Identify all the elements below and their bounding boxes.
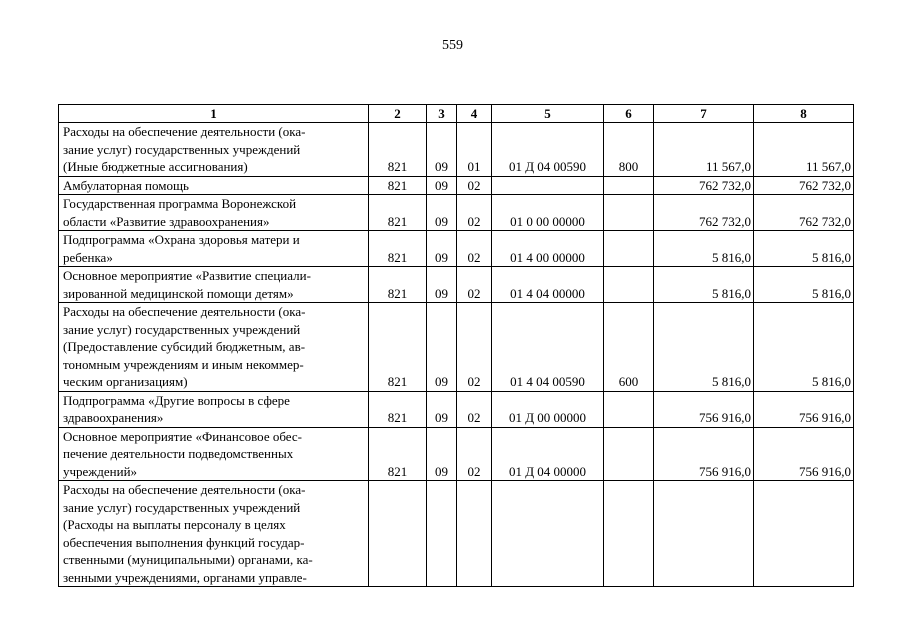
table-row bbox=[59, 303, 854, 392]
row-subsection-cell: 02 bbox=[457, 195, 492, 231]
row-admin-code-cell: 821 bbox=[369, 391, 427, 427]
row-section-cell: 09 bbox=[427, 231, 457, 267]
column-header-4: 4 bbox=[457, 105, 492, 123]
row-admin-code-cell: 821 bbox=[369, 231, 427, 267]
row-subsection-cell bbox=[457, 481, 492, 587]
row-name-cell: Расходы на обеспечение деятельности (ока- зание услуг) государственных учреждений (Предоставление субсидий бюджетным, ав- тономным учреждениям и иным некоммер- ческим организациям) bbox=[59, 303, 369, 392]
row-amount-8-cell: 756 916,0 bbox=[754, 391, 854, 427]
row-name-cell: Государственная программа Воронежской области «Развитие здравоохранения» bbox=[59, 195, 369, 231]
row-amount-8-cell: 762 732,0 bbox=[754, 176, 854, 195]
row-admin-code-cell: 821 bbox=[369, 267, 427, 303]
row-name-cell: Подпрограмма «Охрана здоровья матери и ребенка» bbox=[59, 231, 369, 267]
row-section-cell: 09 bbox=[427, 391, 457, 427]
row-subsection-cell: 02 bbox=[457, 427, 492, 481]
row-amount-8-cell: 5 816,0 bbox=[754, 267, 854, 303]
row-section-cell: 09 bbox=[427, 303, 457, 392]
row-name-cell: Основное мероприятие «Развитие специали- зированной медицинской помощи детям» bbox=[59, 267, 369, 303]
row-target-article-cell: 01 4 04 00000 bbox=[492, 267, 604, 303]
row-name-cell: Расходы на обеспечение деятельности (ока- зание услуг) государственных учреждений (Иные бюджетные ассигнования) bbox=[59, 123, 369, 177]
row-amount-7-cell: 5 816,0 bbox=[654, 267, 754, 303]
row-amount-8-cell: 756 916,0 bbox=[754, 427, 854, 481]
column-header-1: 1 bbox=[59, 105, 369, 123]
table-row bbox=[59, 391, 854, 427]
row-expense-type-cell bbox=[604, 391, 654, 427]
row-expense-type-cell bbox=[604, 195, 654, 231]
column-header-7: 7 bbox=[654, 105, 754, 123]
row-amount-7-cell: 5 816,0 bbox=[654, 231, 754, 267]
row-expense-type-cell bbox=[604, 176, 654, 195]
row-section-cell: 09 bbox=[427, 176, 457, 195]
budget-table bbox=[58, 104, 854, 587]
row-section-cell bbox=[427, 481, 457, 587]
row-target-article-cell: 01 Д 00 00000 bbox=[492, 391, 604, 427]
row-amount-7-cell: 756 916,0 bbox=[654, 391, 754, 427]
row-expense-type-cell bbox=[604, 231, 654, 267]
row-amount-8-cell: 762 732,0 bbox=[754, 195, 854, 231]
table-row bbox=[59, 231, 854, 267]
column-header-6: 6 bbox=[604, 105, 654, 123]
row-target-article-cell bbox=[492, 481, 604, 587]
row-section-cell: 09 bbox=[427, 123, 457, 177]
row-admin-code-cell: 821 bbox=[369, 427, 427, 481]
row-amount-7-cell: 11 567,0 bbox=[654, 123, 754, 177]
row-amount-7-cell: 762 732,0 bbox=[654, 195, 754, 231]
row-admin-code-cell: 821 bbox=[369, 176, 427, 195]
row-amount-8-cell: 5 816,0 bbox=[754, 303, 854, 392]
column-header-8: 8 bbox=[754, 105, 854, 123]
row-name-cell: Подпрограмма «Другие вопросы в сфере здравоохранения» bbox=[59, 391, 369, 427]
row-amount-7-cell bbox=[654, 481, 754, 587]
row-section-cell: 09 bbox=[427, 195, 457, 231]
row-amount-7-cell: 756 916,0 bbox=[654, 427, 754, 481]
row-subsection-cell: 02 bbox=[457, 267, 492, 303]
row-expense-type-cell: 600 bbox=[604, 303, 654, 392]
row-amount-8-cell bbox=[754, 481, 854, 587]
column-header-2: 2 bbox=[369, 105, 427, 123]
row-subsection-cell: 02 bbox=[457, 303, 492, 392]
row-subsection-cell: 01 bbox=[457, 123, 492, 177]
row-section-cell: 09 bbox=[427, 427, 457, 481]
row-admin-code-cell: 821 bbox=[369, 303, 427, 392]
row-admin-code-cell: 821 bbox=[369, 195, 427, 231]
table-row bbox=[59, 427, 854, 481]
column-header-5: 5 bbox=[492, 105, 604, 123]
row-target-article-cell: 01 0 00 00000 bbox=[492, 195, 604, 231]
row-expense-type-cell bbox=[604, 267, 654, 303]
row-name-cell: Основное мероприятие «Финансовое обес- печение деятельности подведомственных учреждений» bbox=[59, 427, 369, 481]
row-subsection-cell: 02 bbox=[457, 176, 492, 195]
row-admin-code-cell: 821 bbox=[369, 123, 427, 177]
row-amount-7-cell: 762 732,0 bbox=[654, 176, 754, 195]
table-header-row bbox=[59, 105, 854, 123]
column-header-3: 3 bbox=[427, 105, 457, 123]
row-subsection-cell: 02 bbox=[457, 231, 492, 267]
table-body bbox=[59, 123, 854, 587]
row-admin-code-cell bbox=[369, 481, 427, 587]
row-expense-type-cell bbox=[604, 427, 654, 481]
row-amount-8-cell: 5 816,0 bbox=[754, 231, 854, 267]
row-amount-7-cell: 5 816,0 bbox=[654, 303, 754, 392]
row-expense-type-cell bbox=[604, 481, 654, 587]
row-expense-type-cell: 800 bbox=[604, 123, 654, 177]
table-row bbox=[59, 123, 854, 177]
row-section-cell: 09 bbox=[427, 267, 457, 303]
row-subsection-cell: 02 bbox=[457, 391, 492, 427]
table-row bbox=[59, 481, 854, 587]
row-name-cell: Амбулаторная помощь bbox=[59, 176, 369, 195]
row-target-article-cell: 01 Д 04 00590 bbox=[492, 123, 604, 177]
page-number: 559 bbox=[442, 38, 463, 53]
table-row bbox=[59, 195, 854, 231]
row-target-article-cell: 01 4 00 00000 bbox=[492, 231, 604, 267]
table-row bbox=[59, 176, 854, 195]
row-target-article-cell: 01 Д 04 00000 bbox=[492, 427, 604, 481]
row-target-article-cell bbox=[492, 176, 604, 195]
row-amount-8-cell: 11 567,0 bbox=[754, 123, 854, 177]
row-name-cell: Расходы на обеспечение деятельности (ока- зание услуг) государственных учреждений (Расходы на выплаты персоналу в целях обеспечения выполнения функций государ- ственными (муниципальными) органами, ка- зенными учреждениями, органами управле- bbox=[59, 481, 369, 587]
table-row bbox=[59, 267, 854, 303]
row-target-article-cell: 01 4 04 00590 bbox=[492, 303, 604, 392]
